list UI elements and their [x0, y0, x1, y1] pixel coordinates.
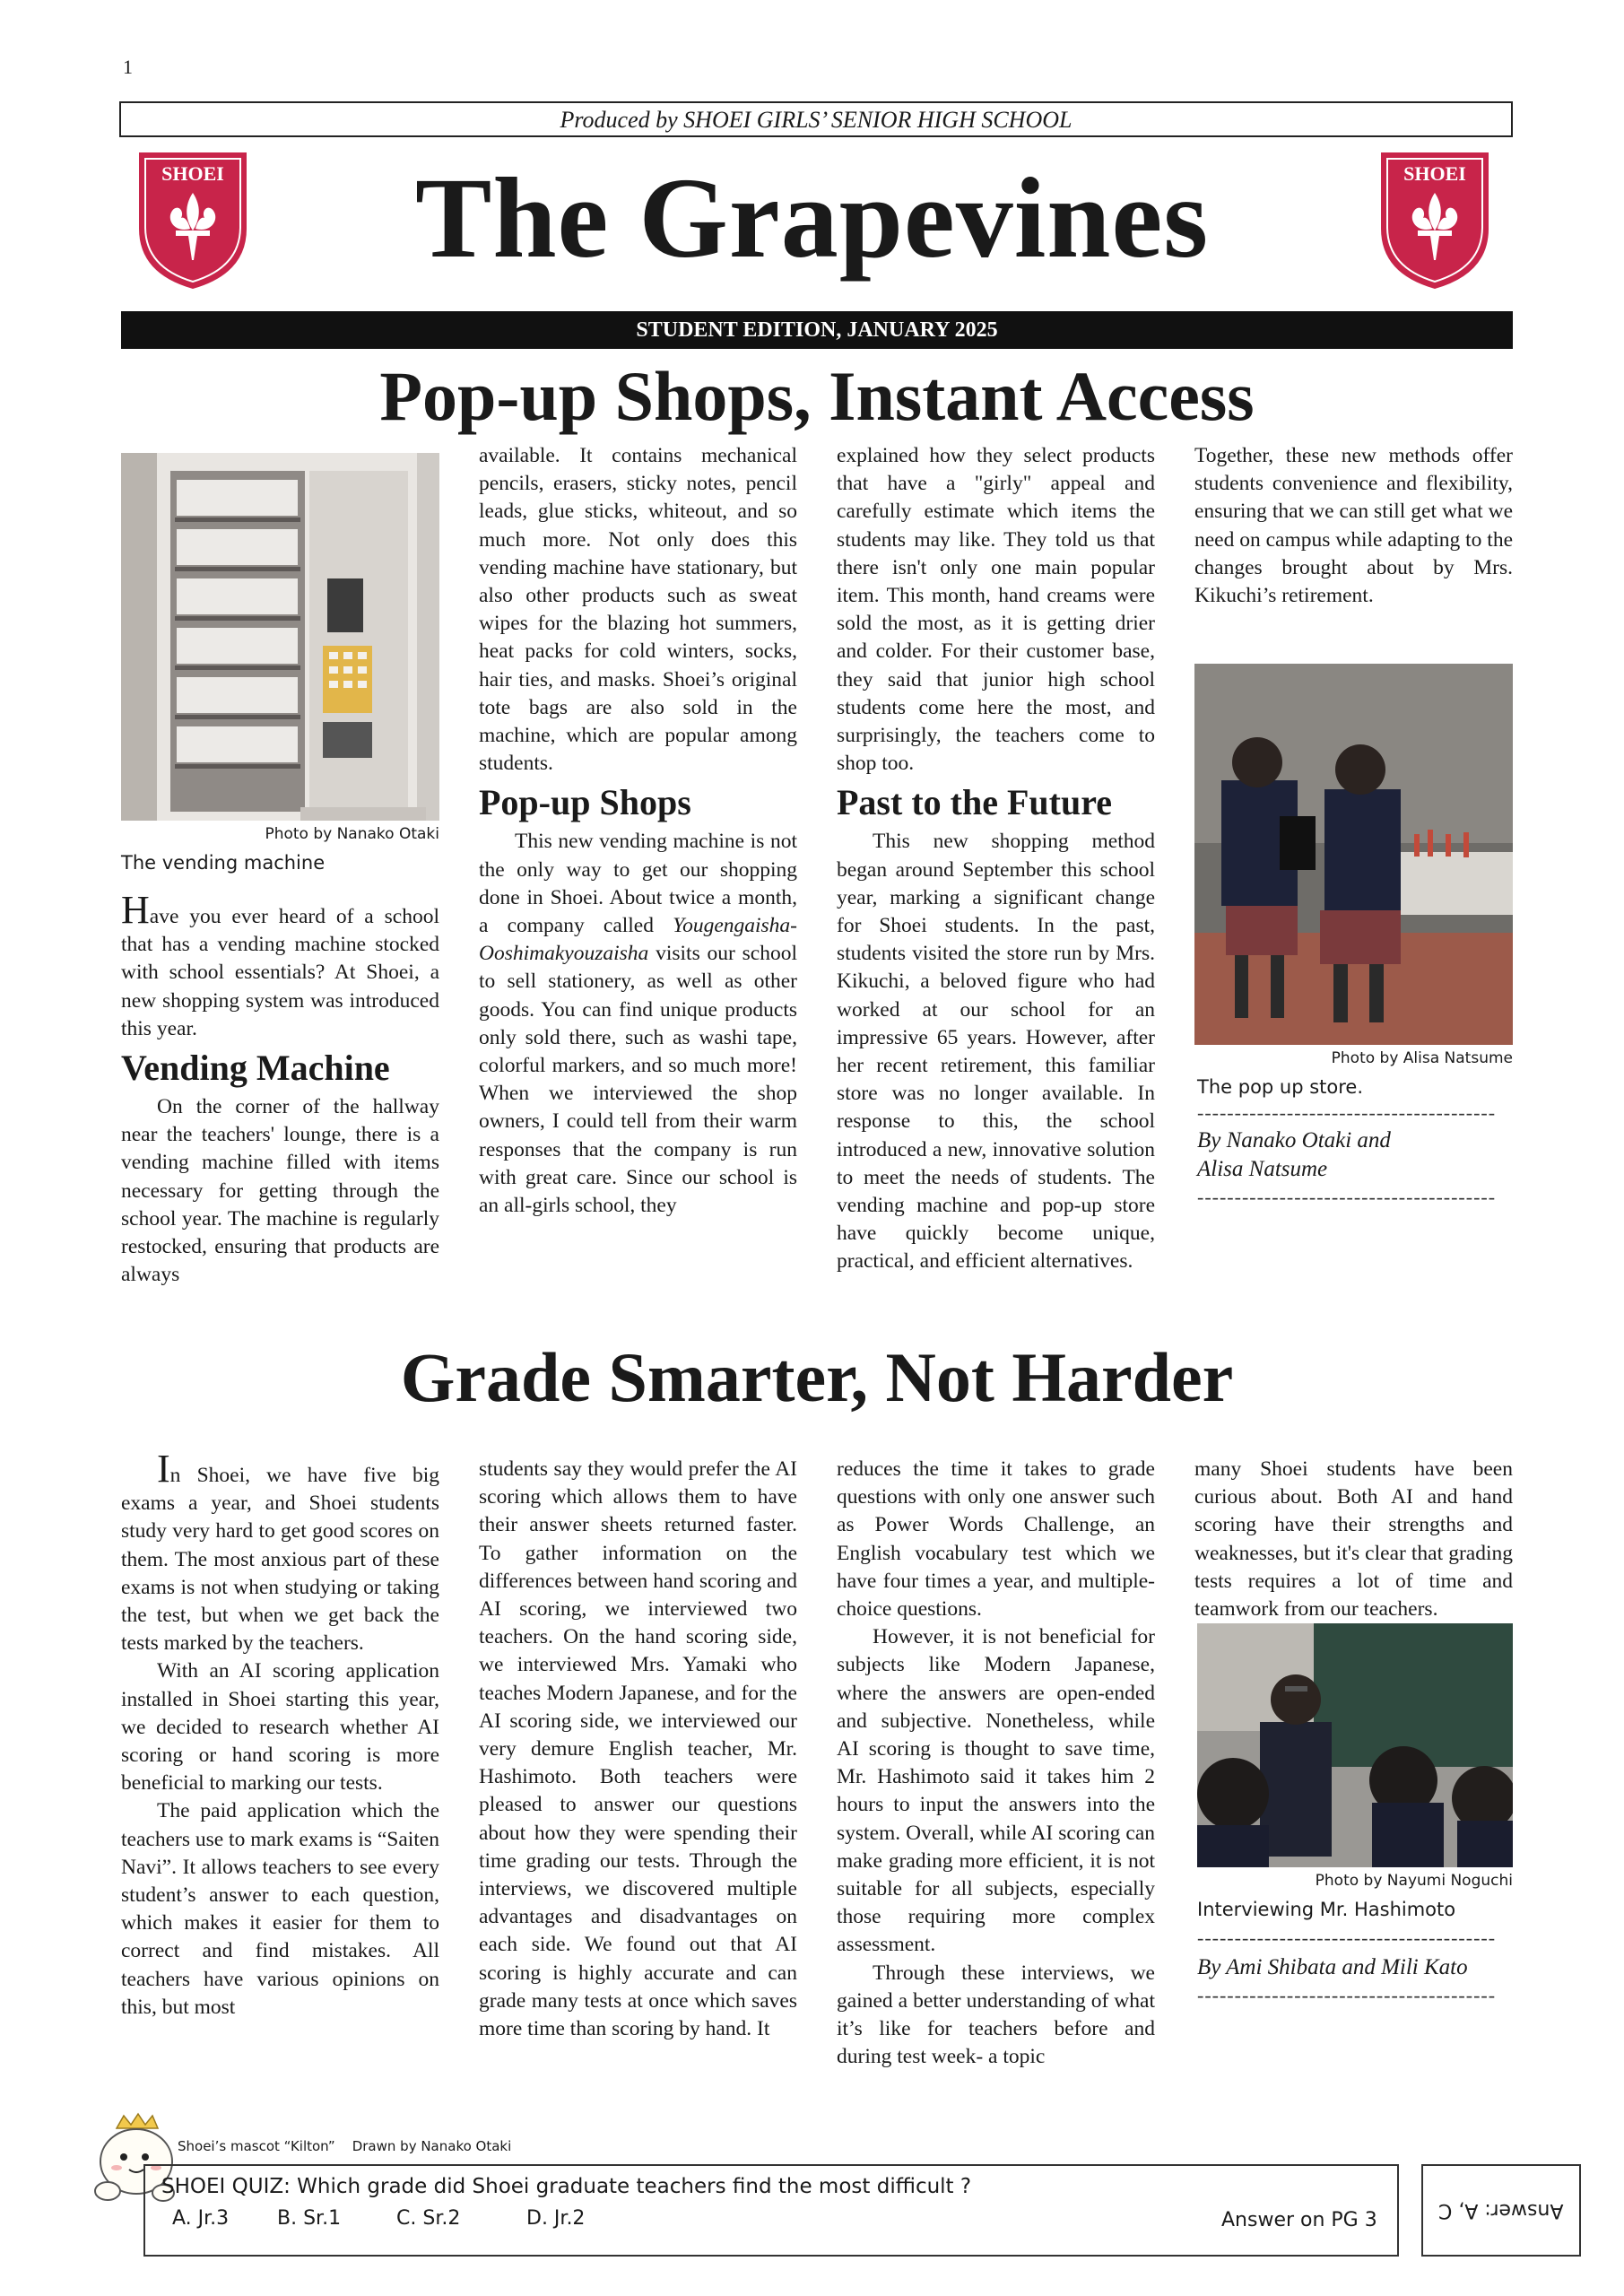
- article2-column-1: [121, 1447, 439, 2022]
- producer-banner: Produced by SHOEI GIRLS’ SENIOR HIGH SCHOOL: [119, 101, 1513, 137]
- article2-paragraph: With an AI scoring application installed in Shoei starting this year, we decided to research whether AI scoring or hand scoring is more beneficial to marking our tests.: [121, 1659, 439, 1796]
- quiz-answer-page: Answer on PG 3: [1221, 2209, 1377, 2231]
- drop-cap: I: [157, 1447, 170, 1491]
- article1-byline: By Nanako Otaki and Alisa Natsume: [1197, 1128, 1391, 1181]
- article2-paragraph: However, it is not beneficial for subjects like Modern Japanese, where the answers are open-ended and subjective. Nonetheless, while AI scoring is thought to save time, Mr. Hashimoto said it takes him 2 hours to input the answers into the system. Overall, while AI scoring can make grading more efficient, it is not suitable for all subjects, especially those requiring more complex assessment.: [837, 1625, 1155, 1957]
- school-crest-right: [1376, 148, 1493, 296]
- article2-column-2: [479, 1456, 797, 2043]
- photo-credit: Photo by Nayumi Noguchi: [1315, 1872, 1513, 1890]
- article2-column-4: [1194, 1456, 1513, 1623]
- subheading-popup-shops: Pop-up Shops: [479, 782, 691, 823]
- future-paragraph: This new shopping method began around September this school year, marking a significant change for Shoei students. In the past, students visited the store run by Mrs. Kikuchi, a beloved figure who had worked at our school for an impressive 65 years. However, after her recent retirement, this familiar store was no longer available. In response to this, the school introduced a new, innovative solution to meet the needs of students. The vending machine and pop-up store have quickly become unique, practical, and efficient alternatives.: [837, 830, 1155, 1274]
- divider-dashes: ----------------------------------------: [1197, 1926, 1497, 1949]
- quiz-question: SHOEI QUIZ: Which grade did Shoei graduate teachers find the most difficult ?: [161, 2175, 972, 2198]
- article1-column-4: [1194, 442, 1513, 610]
- article1-column-2: [479, 442, 797, 1220]
- divider-dashes: ----------------------------------------: [1197, 1186, 1497, 1208]
- quiz-option-d: D. Jr.2: [526, 2207, 586, 2230]
- photo-credit: Photo by Alisa Natsume: [1331, 1049, 1513, 1067]
- vending-paragraph-cont: available. It contains mechanical pencils, erasers, sticky notes, pencil leads, glue sticks, whiteout, and so much more. Not only does this vending machine have stationary, but also other products such as sweat wipes for the blazing hot summers, heat packs for cold winters, socks, hair ties, and masks. Shoei’s original tote bags are also sold in the machine, which are popular among students.: [479, 444, 797, 776]
- article2-headline: Grade Smarter, Not Harder: [400, 1338, 1234, 1416]
- article2-paragraph: Through these interviews, we gained a better understanding of what it’s like for teachers before and during test week- a topic: [837, 1961, 1155, 2069]
- edition-band: STUDENT EDITION, JANUARY 2025: [121, 311, 1513, 349]
- divider-dashes: ----------------------------------------: [1197, 1984, 1497, 2006]
- crest-text: SHOEI: [1403, 162, 1466, 185]
- subheading-past-to-future: Past to the Future: [837, 782, 1112, 823]
- popup-store-photo: [1194, 664, 1513, 1045]
- school-crest-left: [135, 148, 251, 296]
- article1-column-3: [837, 442, 1155, 1276]
- subheading-vending-machine: Vending Machine: [121, 1048, 390, 1089]
- article1-intro: ave you ever heard of a school that has a vending machine stocked with school essentials? At Shoei, a new shopping system was introduced this year.: [121, 905, 439, 1040]
- crest-text: SHOEI: [161, 162, 224, 185]
- school-crest-icon: [1376, 148, 1493, 291]
- vending-machine-photo: [121, 453, 439, 821]
- article2-paragraph: students say they would prefer the AI scoring which allows them to have their answer sheets returned faster. To gather information on the differences between hand scoring and AI scoring, we interviewed two teachers. On the hand scoring side, we interviewed Mrs. Yamaki who teaches Modern Japanese, and for the AI scoring side, we interviewed our very demure English teacher, Mr. Hashimoto. Both teachers were pleased to answer our questions about how they were spending their time grading our tests. Through the interviews, we discovered multiple advantages and disadvantages on each side. We found out that AI scoring is highly accurate and can grade many tests at once which saves more time than scoring by hand. It: [479, 1457, 797, 2041]
- article2-paragraph: many Shoei students have been curious about. Both AI and hand scoring have their strengths and weaknesses, but it's clear that grading tests requires a lot of time and teamwork from our teachers.: [1194, 1457, 1513, 1622]
- divider-dashes: ----------------------------------------: [1197, 1101, 1497, 1124]
- article2-paragraph: The paid application which the teachers use to mark exams is “Saiten Navi”. It allows teachers to see every student’s answer to each question, which makes it easier for them to correct and find mistakes. All teachers have various opinions on this, but most: [121, 1799, 439, 2019]
- popup-text-a: This new vending machine is not the only way to get our shopping done in Shoei. About twice a month, a company called: [479, 830, 797, 938]
- page-number: 1: [123, 56, 133, 78]
- article2-intro: n Shoei, we have five big exams a year, and Shoei students study very hard to get good scores on them. The most anxious part of these exams is not when studying or taking the test, but when we get back the tests marked by the teachers.: [121, 1464, 439, 1656]
- quiz-box: [143, 2164, 1399, 2257]
- masthead-title: The Grapevines: [414, 154, 1210, 282]
- conclusion-paragraph: Together, these new methods offer students convenience and flexibility, ensuring that we can still get what we need on campus while adapting to the changes brought about by Mrs. Kikuchi’s retirement.: [1194, 444, 1514, 608]
- popup-company: Yougengaisha-Ooshimakyouzaisha: [479, 914, 797, 966]
- article1-column-1: [121, 888, 439, 1289]
- photo-caption: Interviewing Mr. Hashimoto: [1197, 1899, 1456, 1920]
- popup-paragraph-cont: explained how they select products that have a "girly" appeal and carefully estimate which items the students may like. They told us that there isn't only one main popular item. This month, hand creams were sold the most, as it is getting drier and colder. For their customer base, they said that junior high school students come here the most, and surprisingly, the teachers come to shop too.: [837, 444, 1155, 776]
- quiz-option-a: A. Jr.3: [172, 2207, 230, 2230]
- popup-text-b: visits our school to sell stationery, as well as other goods. You can find unique products only sold there, such as washi tape, colorful markers, and so much more! When we interviewed the shop owners, I could tell from their warm responses that the company is run with great care. Since our school is an all-girls school, they: [479, 942, 797, 1218]
- vending-paragraph: On the corner of the hallway near the teachers' lounge, there is a vending machine filled with items necessary for getting through the school year. The machine is regularly restocked, ensuring that products are always: [121, 1095, 439, 1287]
- article1-headline: Pop-up Shops, Instant Access: [379, 357, 1255, 435]
- photo-credit: Photo by Nanako Otaki: [265, 825, 439, 843]
- interview-photo: [1197, 1623, 1513, 1867]
- quiz-answer-box: [1421, 2164, 1581, 2257]
- quiz-option-b: B. Sr.1: [277, 2207, 342, 2230]
- quiz-answer: Answer: A, C: [1438, 2199, 1564, 2222]
- quiz-option-c: C. Sr.2: [396, 2207, 461, 2230]
- mascot-note: Shoei’s mascot “Kilton” Drawn by Nanako Otaki: [178, 2138, 512, 2154]
- photo-caption: The pop up store.: [1197, 1076, 1364, 1098]
- drop-cap: H: [121, 888, 150, 932]
- photo-caption: The vending machine: [121, 852, 326, 874]
- article2-byline: By Ami Shibata and Mili Kato: [1197, 1955, 1468, 1979]
- school-crest-icon: [135, 148, 251, 291]
- article2-paragraph: reduces the time it takes to grade questions with only one answer such as Power Words Challenge, an English vocabulary test which we have four times a year, and multiple-choice questions.: [837, 1457, 1155, 1622]
- article2-column-3: [837, 1456, 1155, 2071]
